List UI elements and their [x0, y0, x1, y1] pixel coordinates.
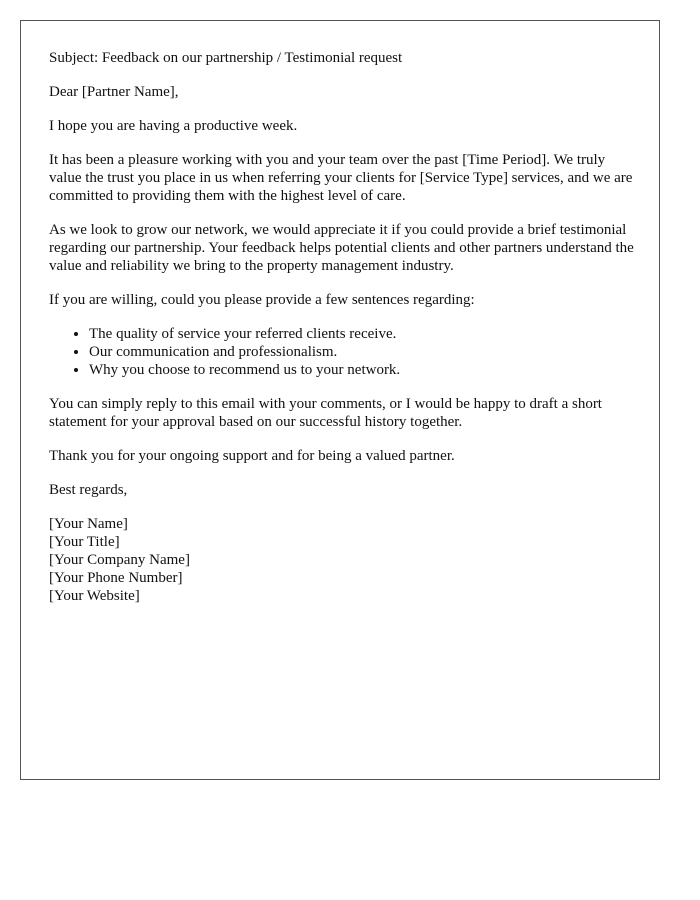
paragraph-appreciation: It has been a pleasure working with you and your team over the past [Time Period]. We truly value the trust you place in us when referring your clients for [Service Type] services, and we are committed to providing them with the highest level of care. [49, 152, 633, 204]
paragraph-reply-instructions: You can simply reply to this email with your comments, or I would be happy to draft a short statement for your approval based on our successful history together. [49, 396, 602, 430]
signature-name: [Your Name] [49, 516, 128, 532]
greeting: Dear [Partner Name], [49, 84, 179, 100]
signature-block [49, 515, 639, 605]
subject-line: Subject: Feedback on our partnership / Testimonial request [49, 50, 403, 66]
paragraph-request: As we look to grow our network, we would appreciate it if you could provide a brief testimonial regarding our partnership. Your feedback helps potential clients and other partners understand the value and reliability we bring to the property management industry. [49, 222, 634, 274]
list-item: • Why you choose to recommend us to your network. [89, 361, 639, 379]
list-item: • Our communication and professionalism. [89, 343, 639, 361]
letter-body [49, 49, 639, 605]
signature-phone: [Your Phone Number] [49, 570, 183, 586]
list-item: • The quality of service your referred clients receive. [89, 325, 639, 343]
opening-line: I hope you are having a productive week. [49, 118, 298, 134]
signature-website: [Your Website] [49, 588, 140, 604]
topics-list [49, 325, 639, 379]
signature-company: [Your Company Name] [49, 552, 190, 568]
paragraph-topics-intro: If you are willing, could you please provide a few sentences regarding: [49, 292, 475, 308]
signature-title: [Your Title] [49, 534, 120, 550]
letter-page [20, 20, 660, 780]
closing: Best regards, [49, 482, 128, 498]
paragraph-thanks: Thank you for your ongoing support and for being a valued partner. [49, 448, 455, 464]
